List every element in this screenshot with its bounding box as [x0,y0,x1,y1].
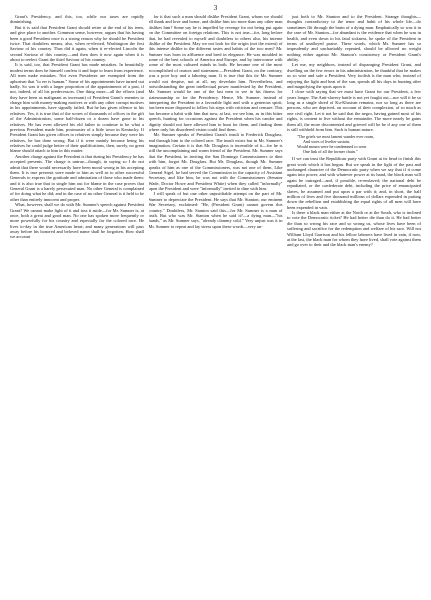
verse-line: And woes of livelier sustain, [303,139,350,145]
paragraph: Let me, my neighbors, instead of disparaging President Grant, and dwelling on the few errors in his administration, be thankful that he makes us so wise and safe a President. Very foolish is the man who, instead of enjoying the light and heat of the sun, spends all his days in hunting after and magnifying the spots upon it. [287,62,421,89]
paragraph: It is said, too, that President Grant has made mistakes. In beautifully modest terms does he himself confess it and hope to learn from experience. All men make mistakes. Not even Presidents are exempted from the aphorism that "to err is human." Some of his appointments have turned out badly. So was it with a larger proportion of the appointments of a past, if not, indeed, of all his predecessors. One thing more—all the efforts (and they have been as malignant as incessant) of President Grant's enemies to charge him with money-making motives or with any other corrupt motives in his appointments, have signally failed. But he has given offence to his relatives. Yes, it is true that of the scores of thousands of offices in the gift of the Administration, some half-dozen or a dozen have gone to his relatives. He has even allowed his old father to continue to be what a previous President made him, postmaster of a little town in Kentucky. If President Grant has given offices to relatives simply because they were his relatives, he has done wrong. But if it were mainly because being his relatives he could judge better of their qualifications, then, surely, no great blame should attach to him in this matter. [10,62,144,154]
paragraph: Is there a black man either at the North or at the South, who is inclined to vote the Democratic ticket? He had better die than do it. He had better die than so wrong his race and so wrong us, whose lives have been of suffering and sacrifice for the redemption and welfare of his race. Will not William Lloyd Garrison and his fellow laborers have lived in vain, if now, at the last, the black man for whom they have lived, shall vote against them and go over to their and the black man's enemy? [287,210,421,248]
paragraph: If we can trust the Republican party with Grant at its head to finish this great work which it has begun. But we speak in the light of the past and unchanged character of the Democratic party when we say that if it come again into power, and with whatever power at its hand, the black man will again be outraged—and, if possible, re-enslaved; the national debt be repudiated, or the confederate debt, including the price of emancipated slaves, be assumed and put upon a par with it; and, in short, the half million of lives and five thousand millions of dollars expended in putting down the rebellion and establishing the equal rights of all men will have been expended in vain. [287,156,421,210]
paragraph: But it is said that President Grant should retire at the end of his term, and give place to another. Common sense, however, argues that his having been a good President once is a strong reason why he should be President twice. That doubtless means, also, when re-elected, Washington the first Saviour of his country. Thus did it again, when it re-elected Lincoln the second Saviour of this country—and then does it now again when it is about to reelect Grant the third Saviour of his country. [10,24,144,62]
paragraph: I close with saying that we must have Grant for our President, a few years longer. The Anti-slavery battle is not yet fought out—nor will it be so long as a single shred of Ku-Kluxism remains, nor so long as there are persons, who are deprived, on account of their complexion, of so much as one civil right. Let it not be said that the negro, having gained most of his rights, is content to live without the remainder. The more nearly he gains them all, the more discontented and grieved will he be if any one of them is still withheld from him. Such is human nature. [287,89,421,132]
column-3 [287,14,421,598]
quoted-verse [287,134,421,154]
verse-line: Would mourn were he condemned to wear [297,144,367,150]
column-1 [10,14,144,598]
page-number: 3 [213,4,218,12]
article-columns [10,14,421,598]
paragraph: just both to Mr. Stanton and to the President. Strange thoughts—thoughts contradictory to the tenor and habit of his whole life—do sometimes flit through the brain of a dying man. Emphatically so was it in the case of Mr. Stanton—for abundant is the evidence that when he was in health, and even down to his fatal sickness, he spoke of the President in terms of unalloyed praise. These words, which Mr. Sumner has so imprudently and uncharitably repeated, should be allowed no weight nothing either against Mr. Stanton's consistency or President Grant's ability. [287,14,421,62]
paragraph: What, however, shall we do with Mr. Sumner's speech against President Grant? We cannot make light of it and toss it aside—for Mr. Sumner is, at once, both a great and good man. No one has spoken more frequently or more powerfully for his country and especially for the colored race. He lives to-day in the true American heart; and many generations will pass away before his honored and beloved name shall be forgotten. How shall we account [10,202,144,240]
paragraph: I will speak of but one other unjustifiable attempt on the part of Mr. Sumner to depreciate the President. He says that Mr. Stanton, our eminent War Secretary, exclaimed: "He, (President Grant) cannot govern this country." Doubtless, Mr. Stanton said this—for Mr. Sumner is a man of truth. But who was Mr. Stanton when he said it?—a dying man—"his hands," as Mr. Sumner says, "already clammy cold." Very unjust was it in Mr. Sumner to repeat and lay stress upon these words—very un- [148,191,283,229]
paragraph: for it that such a man should dislike President Grant, whom we should all thank and love and honor, and dislike him too more than any other man dislikes him? Some say he is impelled by revenge for not being put again on the Committee on foreign relations. This is not true—for, long before that, he had revealed to myself and doubtless to others also, his intense dislike of the President. May we not look for the origin (not the extent) of this intense dislike to the different tastes and habits of the two men? Mr. Sumner was born in affluence and bred in elegance. He was moulded in some of the best schools of America and Europe, and by intercourse with some of the most cultured minds in both. He became one of the most accomplished of orators and statesmen.—President Grant, on the contrary, was a poor boy and a laboring man. It is true that this tie Mr. Sumner would not despise, not at all, my deverlain him. Nevertheless, and notwithstanding the great intellectual power manifested by the President, Mr. Sumner would be one of the last men to see in his fitness for statesmanship or for the Presidency. Hence, Mr. Sumner, instead of interpreting the President in a favorable light and with a generous spirit, has been more disposed to follow his steps with criticism and censure. This has become a habit with him that now, at last, we see him, as in this bitter speech, hunting for occasions against the President when his candor and dignity should not have allowed him to hunt for them, and finding them where only his disordered vision could find them. [148,14,283,132]
paragraph: Another charge against the President is that during his Presidency he has accepted presents. The charge is untrue—though, in saying so I do not admit that there would necessarily have been moral wrong in his accepting them. It is true presents were made to him as well as to other successful Generals to express the gratitude and admiration of those who made them: and it is also true that to single him out for blame in the case proves that General Grant is a barely persecuted man. No other General is complained of for doing what he did; and in the case of no other General is it held to be other than entirely innocent and proper. [10,153,144,202]
paragraph: Grant's Presidency, and this, too, while our taxes are rapidly diminishing. [10,14,144,25]
verse-line: One link of all the former chain." [303,149,358,155]
paragraph: Mr. Sumner speaks of President Grant's insult to Frederick Douglass, and through him to the colored race. The insult exists but in Mr. Sumner's imagination. Certain it is that Mr. Douglass is incensible of it—for he is still the uncomplaining and warm friend of the President. Mr. Sumner says that the President, in inviting the San Domingo Commissioners to dine with him, forgot Mr. Douglass. But Mr. Douglass, though Mr. Sumner speaks of him as one of the Commissioners, was not one of them. Like General Sigel, he had served the Commission in the capacity of Assistant Secretary, and like him, he was not with the Commissioners (Senator Wade, Doctor Howe and President White) when they called "informally" upon the President and were "informally" invited to dine with him. [148,132,283,191]
column-2 [149,14,283,598]
verse-line: "The griefs we most lament wander ever roam, [297,134,374,140]
